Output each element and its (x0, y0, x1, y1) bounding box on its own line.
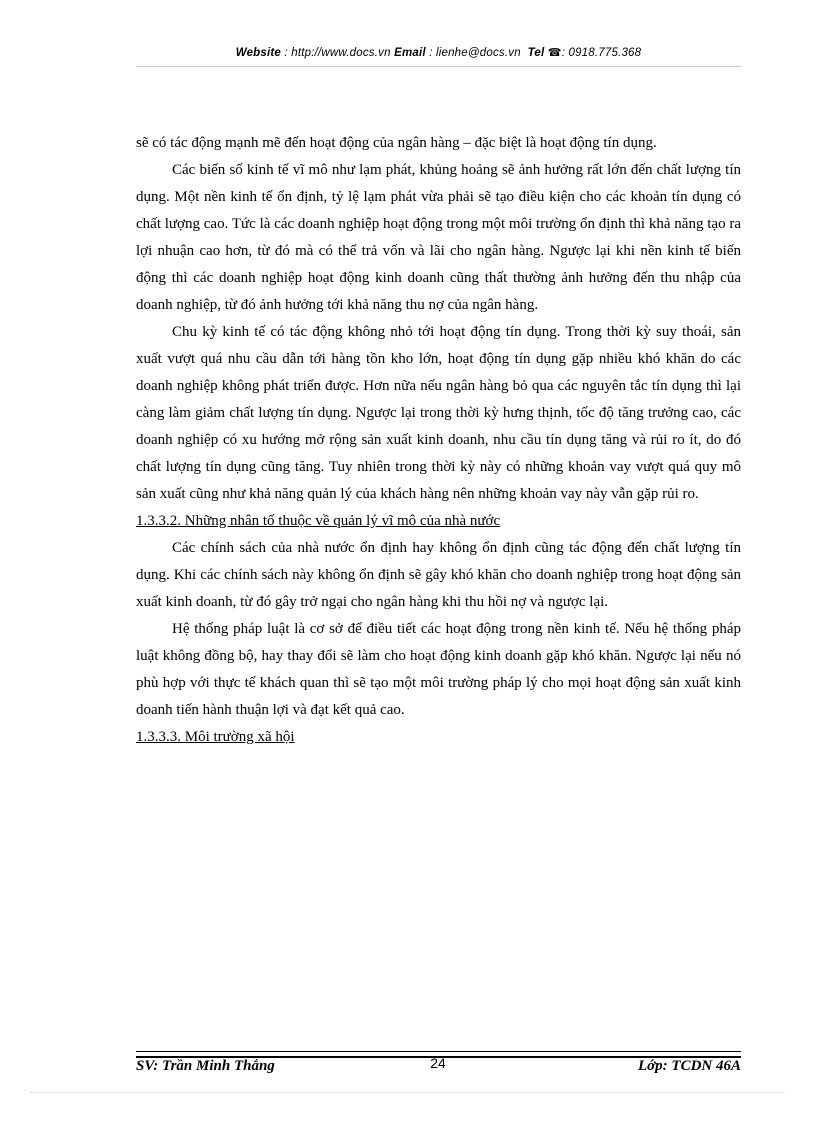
header-divider (136, 66, 741, 67)
phone-icon: ☎ (547, 47, 562, 59)
paragraph-2: Các biến số kinh tế vĩ mô như lạm phát, khủng hoảng sẽ ảnh hưởng rất lớn đến chất lượng tín dụng. Một nền kinh tế ổn định, tỷ lệ lạm phát vừa phải sẽ tạo điều kiện cho các khoản tín dụng có chất lượng cao. Tức là các doanh nghiệp hoạt động trong một môi trường ổn định thì khả năng tạo ra lợi nhuận cao hơn, từ đó mà có thể trả vốn và lãi cho ngân hàng. Ngược lại khi nền kinh tế biến động thì các doanh nghiệp hoạt động kinh doanh cũng thất thường ảnh hưởng đến thu nhập của doanh nghiệp, từ đó ảnh hưởng tới khả năng thu nợ của ngân hàng. (136, 162, 741, 313)
website-separator: : (281, 47, 292, 59)
tel-number: : 0918.775.368 (561, 47, 642, 59)
page-number: 24 (430, 1055, 446, 1071)
footer-class: Lớp: TCDN 46A (637, 1058, 741, 1074)
website-label: Website (235, 47, 282, 59)
section-heading-1-3-3-3: 1.3.3.3. Môi trường xã hội (136, 729, 295, 745)
page-header (136, 46, 741, 59)
section-heading-1-3-3-2: 1.3.3.2. Những nhân tố thuộc về quản lý vĩ mô của nhà nước (136, 513, 501, 529)
paragraph-3: Chu kỳ kinh tế có tác động không nhỏ tới hoạt động tín dụng. Trong thời kỳ suy thoái, sản xuất vượt quá nhu cầu dẫn tới hàng tồn kho lớn, hoạt động tín dụng gặp nhiều khó khăn do các doanh nghiệp không phát triển được. Hơn nữa nếu ngân hàng bỏ qua các nguyên tắc tín dụng thì lại càng làm giảm chất lượng tín dụng. Ngược lại trong thời kỳ hưng thịnh, tốc độ tăng trưởng cao, các doanh nghiệp có xu hướng mở rộng sản xuất kinh doanh, nhu cầu tín dụng tăng và rủi ro ít, do đó chất lượng tín dụng cũng tăng. Tuy nhiên trong thời kỳ này có những khoản vay vượt quá quy mô sản xuất cũng như khả năng quản lý của khách hàng nên những khoản vay này vẫn gặp rủi ro. (136, 324, 741, 502)
page-bottom-edge (30, 1092, 786, 1093)
website-url[interactable]: http://www.docs.vn (291, 47, 391, 59)
paragraph-1: sẽ có tác động mạnh mẽ đến hoạt động của ngân hàng – đặc biệt là hoạt động tín dụng. (136, 135, 657, 151)
paragraph-4: Các chính sách của nhà nước ổn định hay không ổn định cũng tác động đến chất lượng tín dụng. Khi các chính sách này không ổn định sẽ gây khó khăn cho doanh nghiệp trong hoạt động sản xuất kinh doanh, từ đó gây trở ngại cho ngân hàng khi thu hồi nợ và ngược lại. (136, 540, 741, 610)
email-address[interactable]: lienhe@docs.vn (435, 47, 521, 59)
document-body (136, 130, 741, 751)
email-separator: : (425, 47, 436, 59)
tel-label: Tel (527, 47, 545, 59)
footer-student-name: SV: Trần Minh Thắng (136, 1058, 275, 1074)
paragraph-5: Hệ thống pháp luật là cơ sở để điều tiết các hoạt động trong nền kinh tế. Nếu hệ thống pháp luật không đồng bộ, hay thay đổi sẽ làm cho hoạt động kinh doanh gặp khó khăn. Ngược lại nếu nó phù hợp với thực tế khách quan thì sẽ tạo một môi trường pháp lý cho mọi hoạt động sản xuất kinh doanh tiến hành thuận lợi và đạt kết quả cao. (136, 621, 741, 718)
email-label: Email (394, 47, 426, 59)
